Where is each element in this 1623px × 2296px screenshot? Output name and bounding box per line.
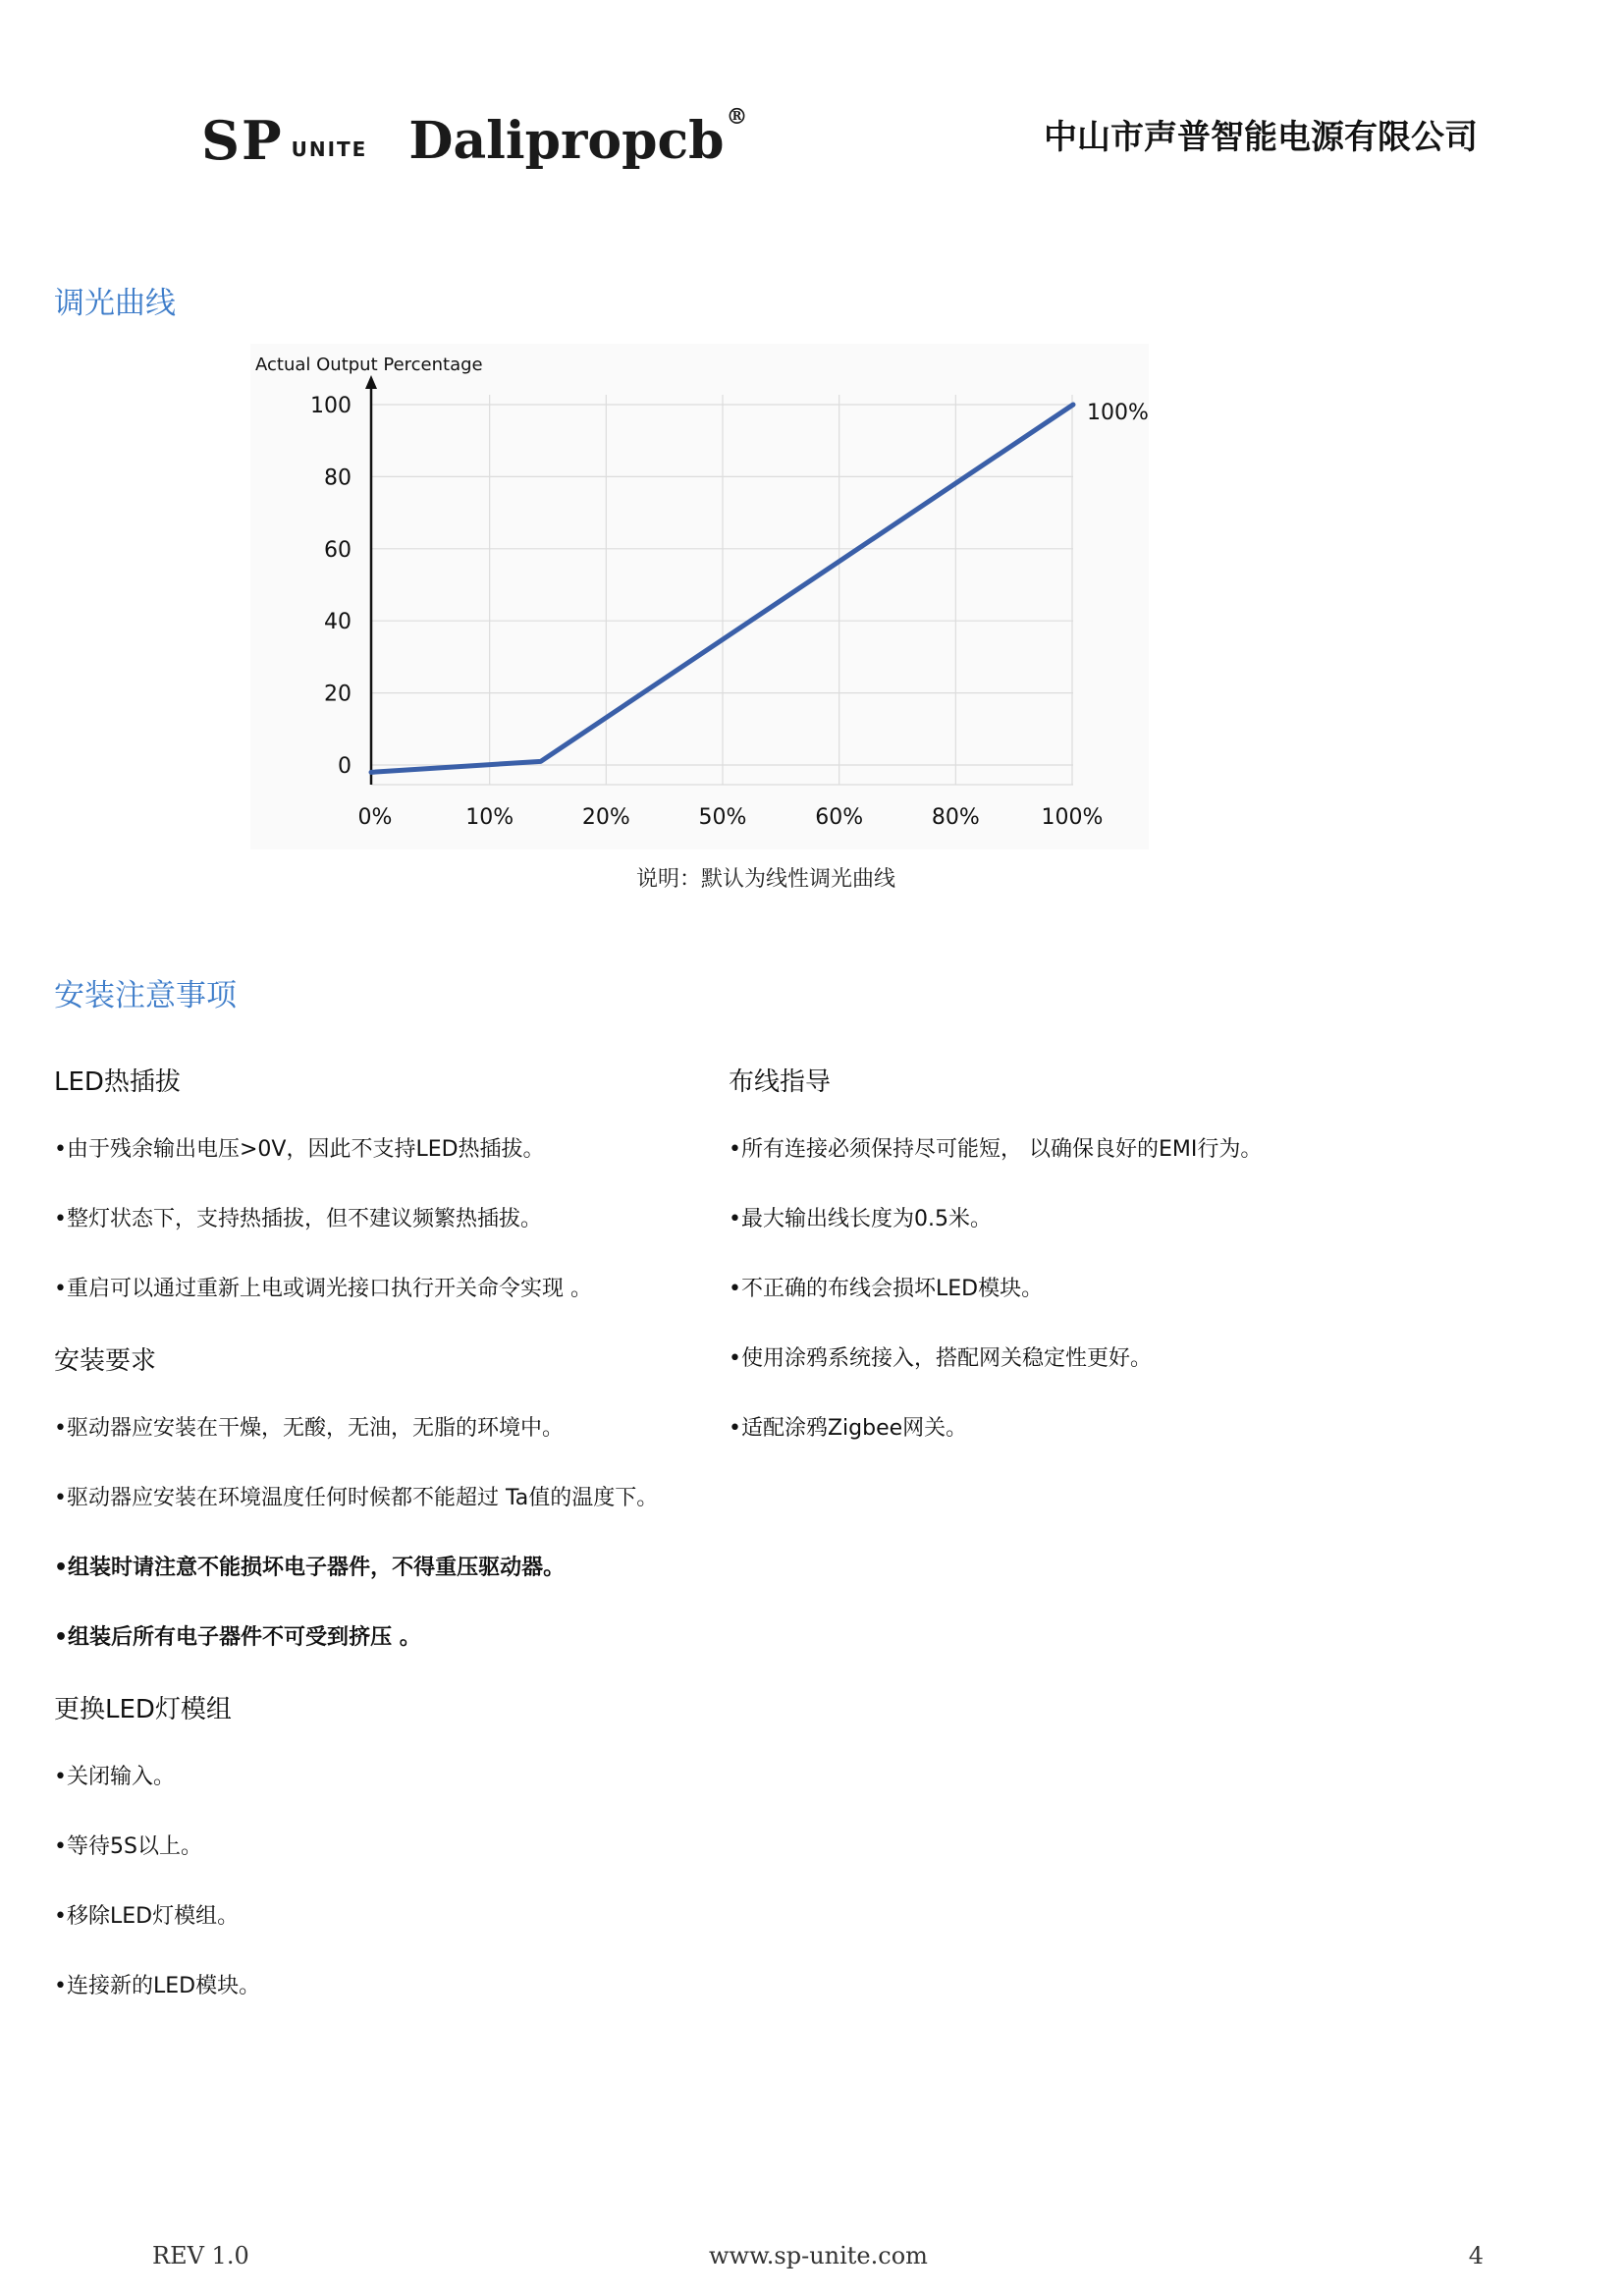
x-tick-label: 100%	[1041, 805, 1104, 830]
instruction-item: •适配涂鸦Zigbee网关。	[729, 1416, 968, 1441]
instruction-item: •关闭输入。	[54, 1765, 175, 1789]
instruction-item: •移除LED灯模组。	[54, 1904, 240, 1929]
x-tick-label: 50%	[698, 805, 747, 830]
install-left-column	[54, 1063, 682, 2039]
instruction-item: •重启可以通过重新上电或调光接口执行开关命令实现 。	[54, 1277, 592, 1301]
instruction-item: •驱动器应安装在干燥，无酸，无油，无脂的环境中。	[54, 1416, 564, 1441]
instruction-item: •由于残余输出电压>0V，因此不支持LED热插拔。	[54, 1137, 545, 1162]
footer-page-number: 4	[1468, 2242, 1484, 2269]
y-tick-label: 100	[310, 394, 352, 418]
dimming-curve-chart	[250, 344, 1149, 849]
instruction-item: •驱动器应安装在环境温度任何时候都不能超过 Ta值的温度下。	[54, 1486, 659, 1510]
instruction-item: •等待5S以上。	[54, 1834, 202, 1859]
y-tick-label: 40	[324, 610, 352, 635]
chart-caption: 说明：默认为线性调光曲线	[635, 867, 895, 892]
x-tick-label: 60%	[815, 805, 864, 830]
y-tick-label: 0	[338, 754, 352, 779]
company-logo	[201, 88, 748, 172]
instruction-item: •使用涂鸦系统接入，搭配网关稳定性更好。	[729, 1346, 1152, 1371]
install-section-title: 安装注意事项	[54, 978, 237, 1013]
x-tick-label: 20%	[581, 805, 630, 830]
instruction-item: •不正确的布线会损坏LED模块。	[729, 1277, 1044, 1301]
footer-revision: REV 1.0	[152, 2242, 249, 2269]
instruction-item: •连接新的LED模块。	[54, 1974, 261, 1998]
dimming-section-title: 调光曲线	[54, 286, 176, 321]
instruction-item: •组装后所有电子器件不可受到挤压 。	[54, 1625, 421, 1650]
x-tick-label: 10%	[465, 805, 514, 830]
y-tick-label: 20	[324, 682, 352, 707]
subsection-title: 安装要求	[54, 1346, 157, 1376]
x-tick-label: 80%	[931, 805, 980, 830]
y-axis-title: Actual Output Percentage	[255, 355, 483, 375]
y-axis-arrow-icon	[365, 375, 377, 389]
data-label: 100%	[1087, 401, 1149, 425]
instruction-item: •所有连接必须保持尽可能短， 以确保良好的EMI行为。	[729, 1137, 1263, 1162]
dimming-curve-svg	[250, 344, 1149, 849]
instruction-item: •最大输出线长度为0.5米。	[729, 1207, 992, 1231]
company-name: 中山市声普智能电源有限公司	[1044, 118, 1478, 157]
logo-brand-name: Dalipropcb	[408, 111, 725, 171]
logo-brand-text	[408, 104, 748, 171]
instruction-item: •整灯状态下，支持热插拔，但不建议频繁热插拔。	[54, 1207, 542, 1231]
subsection-title: 更换LED灯模组	[54, 1695, 232, 1724]
subsection-title: 布线指导	[729, 1067, 832, 1097]
subsection-title: LED热插拔	[54, 1067, 181, 1097]
y-tick-label: 80	[324, 465, 352, 491]
y-tick-label: 60	[324, 537, 352, 563]
install-right-column	[729, 1063, 1357, 1481]
x-tick-label: 0%	[357, 805, 393, 830]
logo-sp-text: SP	[201, 109, 284, 172]
instruction-item: •组装时请注意不能损坏电子器件，不得重压驱动器。	[54, 1556, 566, 1580]
logo-unite-text: UNITE	[291, 137, 368, 161]
footer-url: www.sp-unite.com	[709, 2242, 928, 2269]
registered-mark: ®	[726, 104, 748, 130]
